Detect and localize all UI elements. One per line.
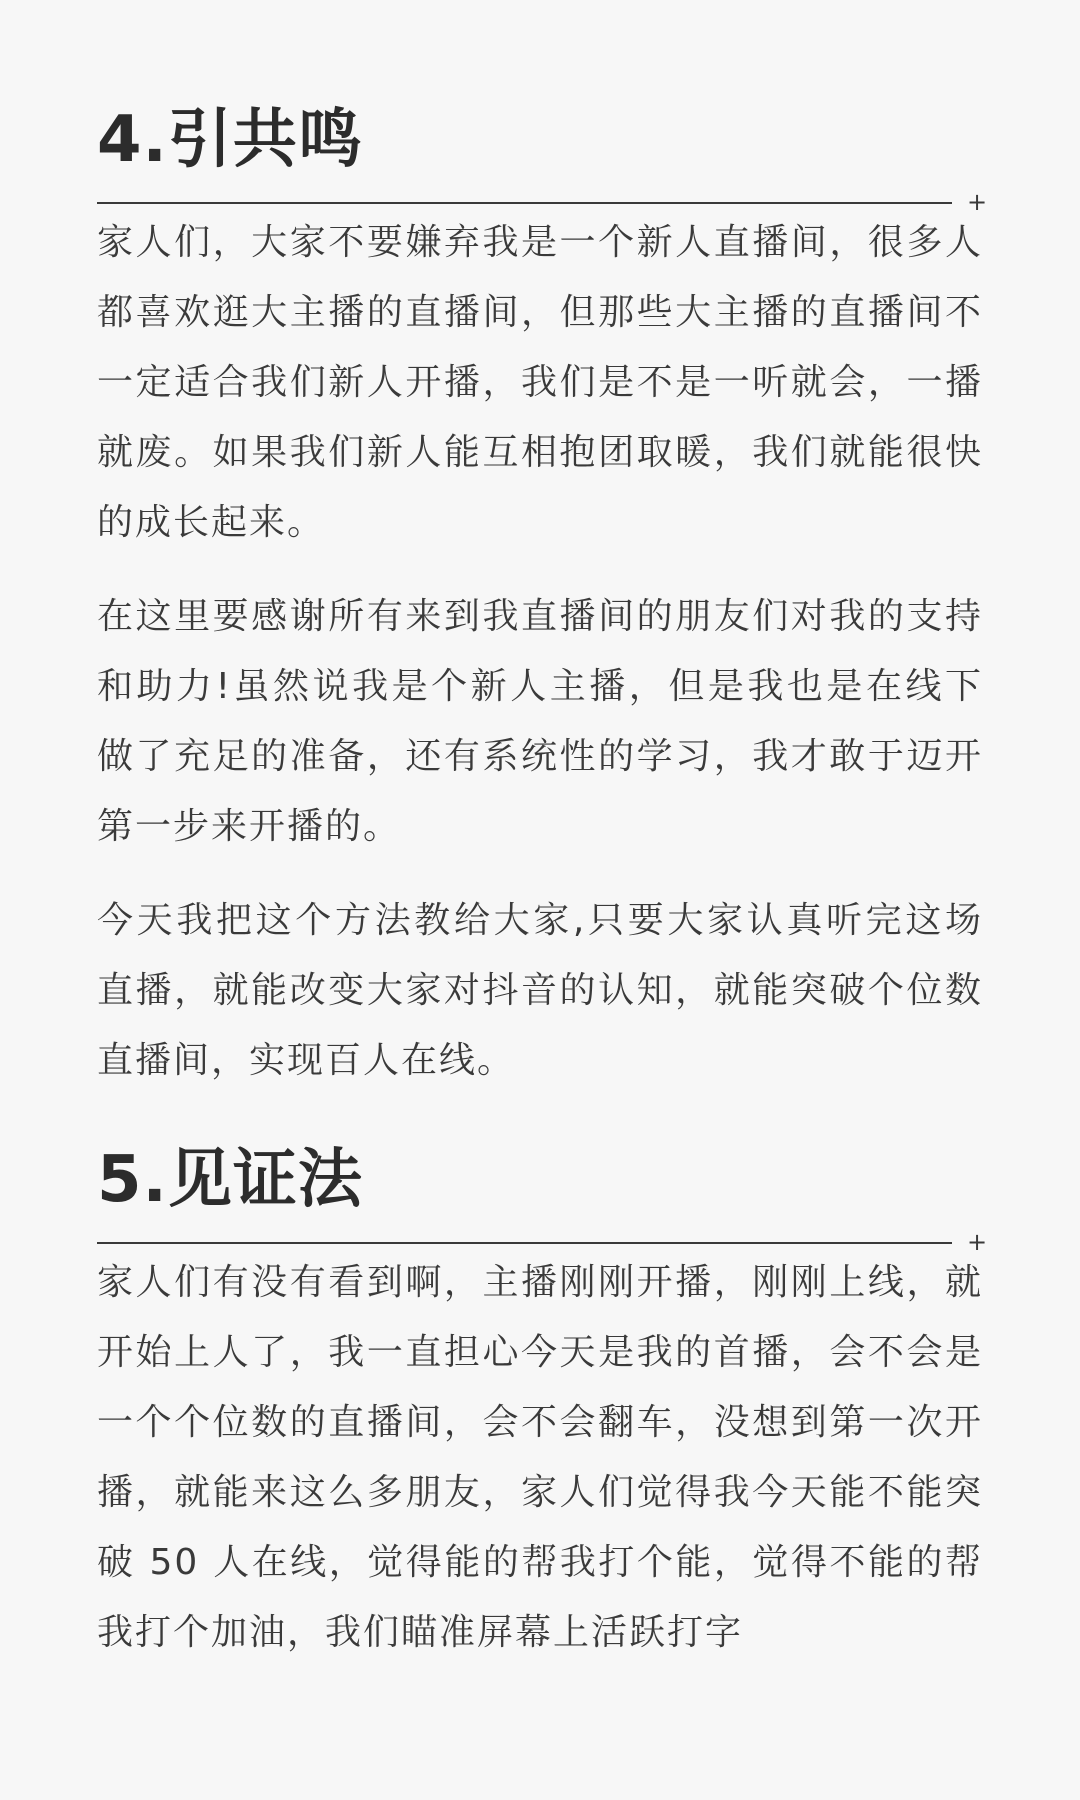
- divider-line: [97, 202, 952, 204]
- plus-icon: +: [967, 1228, 988, 1256]
- section-heading: 5.见证法: [97, 1143, 363, 1217]
- divider-line: [97, 1242, 952, 1244]
- paragraph: 家人们有没有看到啊，主播刚刚开播，刚刚上线，就开始上人了，我一直担心今天是我的首播，会不会是一个个位数的直播间，会不会翻车，没想到第一次开播，就能来这么多朋友，家人们觉得我今天能不能突破 50 人在线，觉得能的帮我打个能，觉得不能的帮我打个加油，我们瞄准屏幕上活跃打字: [97, 1262, 983, 1653]
- paragraph: 在这里要感谢所有来到我直播间的朋友们对我的支持和助力!虽然说我是个新人主播，但是我也是在线下做了充足的准备，还有系统性的学习，我才敢于迈开第一步来开播的。: [97, 596, 983, 847]
- paragraph: 今天我把这个方法教给大家,只要大家认真听完这场直播，就能改变大家对抖音的认知，就能突破个位数直播间，实现百人在线。: [97, 900, 983, 1081]
- section-heading: 4.引共鸣: [97, 103, 363, 177]
- paragraph: 家人们，大家不要嫌弃我是一个新人直播间，很多人都喜欢逛大主播的直播间，但那些大主播的直播间不一定适合我们新人开播，我们是不是一听就会，一播就废。如果我们新人能互相抱团取暖，我们就能很快的成长起来。: [97, 222, 983, 543]
- section-5-testimony: [97, 1140, 988, 1668]
- heading-divider: [97, 190, 987, 216]
- plus-icon: +: [967, 188, 988, 216]
- section-4-resonance: [97, 100, 988, 1096]
- heading-divider: [97, 1230, 987, 1256]
